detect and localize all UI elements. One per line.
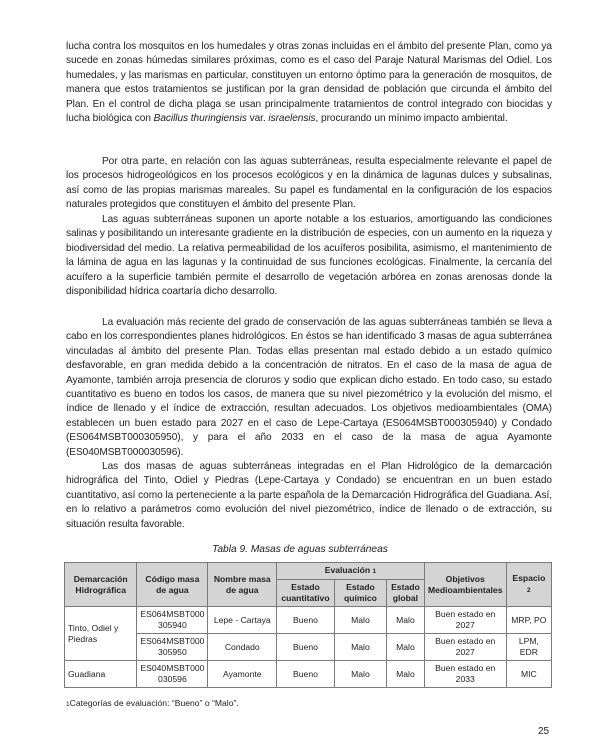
cell-global: Malo bbox=[387, 661, 425, 688]
cell-espacio: LPM, EDR bbox=[506, 634, 551, 661]
text-run: Por otra parte, en relación con las aguas subterráneas, resulta especialmente relevante el papel de los procesos hidrogeológicos en los procesos ecológicos y en la dinámica de lagunas dulces y subsalinas, así como de las propias marismas mareales. Su papel es fundamental en la configuración de los espacios naturales protegidos que constituyen el ámbito del presente Plan. bbox=[66, 156, 552, 211]
cell-quimico: Malo bbox=[334, 661, 386, 688]
header-nombre: Nombre masa de agua bbox=[208, 563, 277, 607]
paragraph-mosquito-control bbox=[66, 40, 552, 126]
cell-cuantitativo: Bueno bbox=[277, 634, 335, 661]
cell-codigo: ES064MSBT000 305940 bbox=[137, 607, 208, 634]
italic-term: israelensis bbox=[268, 113, 316, 125]
table-row bbox=[65, 661, 552, 688]
cell-nombre: Condado bbox=[208, 634, 277, 661]
text-run: Las dos masas de aguas subterráneas integradas en el Plan Hidrológico de la demarcación hidrográfica del Tinto, Odiel y Piedras (Lepe-Cartaya y Condado) se encuentran en un buen estado cuantitativo, así como la perteneciente a la parte española de la Demarcación Hidrográfica del Guadiana. Así, en lo relativo a parámetros como evolución del nivel piezométrico, índice de llenado o de extracción, su situación resulta favorable. bbox=[66, 461, 552, 530]
groundwater-table bbox=[64, 562, 552, 688]
header-demarcacion: Demarcación Hidrográfica bbox=[65, 563, 137, 607]
cell-espacio: MRP, PO bbox=[506, 607, 551, 634]
cell-objetivos: Buen estado en 2027 bbox=[424, 634, 506, 661]
header-cuantitativo: Estado cuantitativo bbox=[277, 580, 335, 607]
paragraph-hydrological-plan bbox=[66, 460, 552, 532]
cell-codigo: ES040MSBT000 030596 bbox=[137, 661, 208, 688]
header-espacio: Espacio 2 bbox=[506, 563, 551, 607]
paragraph-groundwater-estuaries bbox=[66, 213, 552, 299]
cell-global: Malo bbox=[387, 634, 425, 661]
text-run: , procurando un mínimo impacto ambiental. bbox=[315, 113, 508, 125]
header-objetivos: Objetivos Medioambientales bbox=[424, 563, 506, 607]
header-global: Estado global bbox=[387, 580, 425, 607]
italic-term: Bacillus thuringiensis bbox=[153, 113, 247, 125]
paragraph-groundwater-role bbox=[66, 155, 552, 213]
table-row bbox=[65, 634, 552, 661]
table-body bbox=[65, 607, 552, 688]
cell-nombre: Lepe - Cartaya bbox=[208, 607, 277, 634]
header-codigo: Código masa de agua bbox=[137, 563, 208, 607]
cell-cuantitativo: Bueno bbox=[277, 607, 335, 634]
cell-demarcacion: Guadiana bbox=[65, 661, 137, 688]
cell-quimico: Malo bbox=[334, 607, 386, 634]
cell-quimico: Malo bbox=[334, 634, 386, 661]
cell-demarcacion: Tinto, Odiel y Piedras bbox=[65, 607, 137, 661]
cell-cuantitativo: Bueno bbox=[277, 661, 335, 688]
cell-objetivos: Buen estado en 2033 bbox=[424, 661, 506, 688]
cell-codigo: ES064MSBT000 305950 bbox=[137, 634, 208, 661]
text-run: var. bbox=[246, 113, 269, 125]
header-quimico: Estado químico bbox=[334, 580, 386, 607]
text-run: La evaluación más reciente del grado de conservación de las aguas subterráneas también se lleva a cabo en los correspondientes planes hidrológicos. En éstos se han identificado 3 masas de agua subterránea vinculadas al ámbito del presente Plan. Todas ellas presentan mal estado debido a un estado químico desfavorable, en gran medida debido a la concentración de nitratos. En el caso de la masa de agua de Ayamonte, también arroja presencia de cloruros y sodio que explican dicho estado. En todo caso, su estado cuantitativo es bueno en todos los casos, de manera que su nivel piezométrico y la evolución del mismo, el índice de llenado y el índice de extracción, resultan adecuados. Los objetivos medioambientales (OMA) establecen un buen estado para 2027 en el caso de Lepe-Cartaya (ES064MSBT000305940) y Condado (ES064MSBT000305950), y para el año 2033 en el caso de la masa de agua Ayamonte (ES040MSBT000030596). bbox=[66, 317, 552, 458]
table-caption: Tabla 9. Masas de aguas subterráneas bbox=[212, 544, 388, 555]
text-run: lucha contra los mosquitos en los humedales y otras zonas incluidas en el ámbito del presente Plan, como ya sucede en zonas húmedas similares próximas, como es el caso del Paraje Natural Marismas del Odiel. Los humedales, y las marismas en particular, constituyen un entorno óptimo para la generación de mosquitos, de manera que estos tratamientos se justifican por la gran densidad de población que circunda el ámbito del Plan. En el control de dicha plaga se usan principalmente tratamientos de control integrado con biocidas y lucha biológica con bbox=[66, 41, 552, 125]
paragraph-conservation-assessment bbox=[66, 316, 552, 460]
header-evaluacion: Evaluación 1 bbox=[277, 563, 425, 580]
table-footnote: 1Categorías de evaluación: “Bueno” o “Malo”. bbox=[66, 698, 239, 708]
table-row bbox=[65, 607, 552, 634]
cell-global: Malo bbox=[387, 607, 425, 634]
page-number: 25 bbox=[538, 726, 550, 737]
text-run: Las aguas subterráneas suponen un aporte notable a los estuarios, amortiguando las condiciones salinas y posibilitando un interesante gradiente en la distribución de especies, con un aumento en la riqueza y biodiversidad del medio. La relativa permeabilidad de los acuíferos posibilita, asimismo, el mantenimiento de la lámina de agua en las lagunas y la continuidad de sus funciones ecológicas. Finalmente, la cercanía del acuífero a la superficie también permite el desarrollo de vegetación arbórea en zonas arenosas donde la disponibilidad hídrica coartaría dicho desarrollo. bbox=[66, 214, 552, 298]
cell-espacio: MIC bbox=[506, 661, 551, 688]
cell-objetivos: Buen estado en 2027 bbox=[424, 607, 506, 634]
cell-nombre: Ayamonte bbox=[208, 661, 277, 688]
